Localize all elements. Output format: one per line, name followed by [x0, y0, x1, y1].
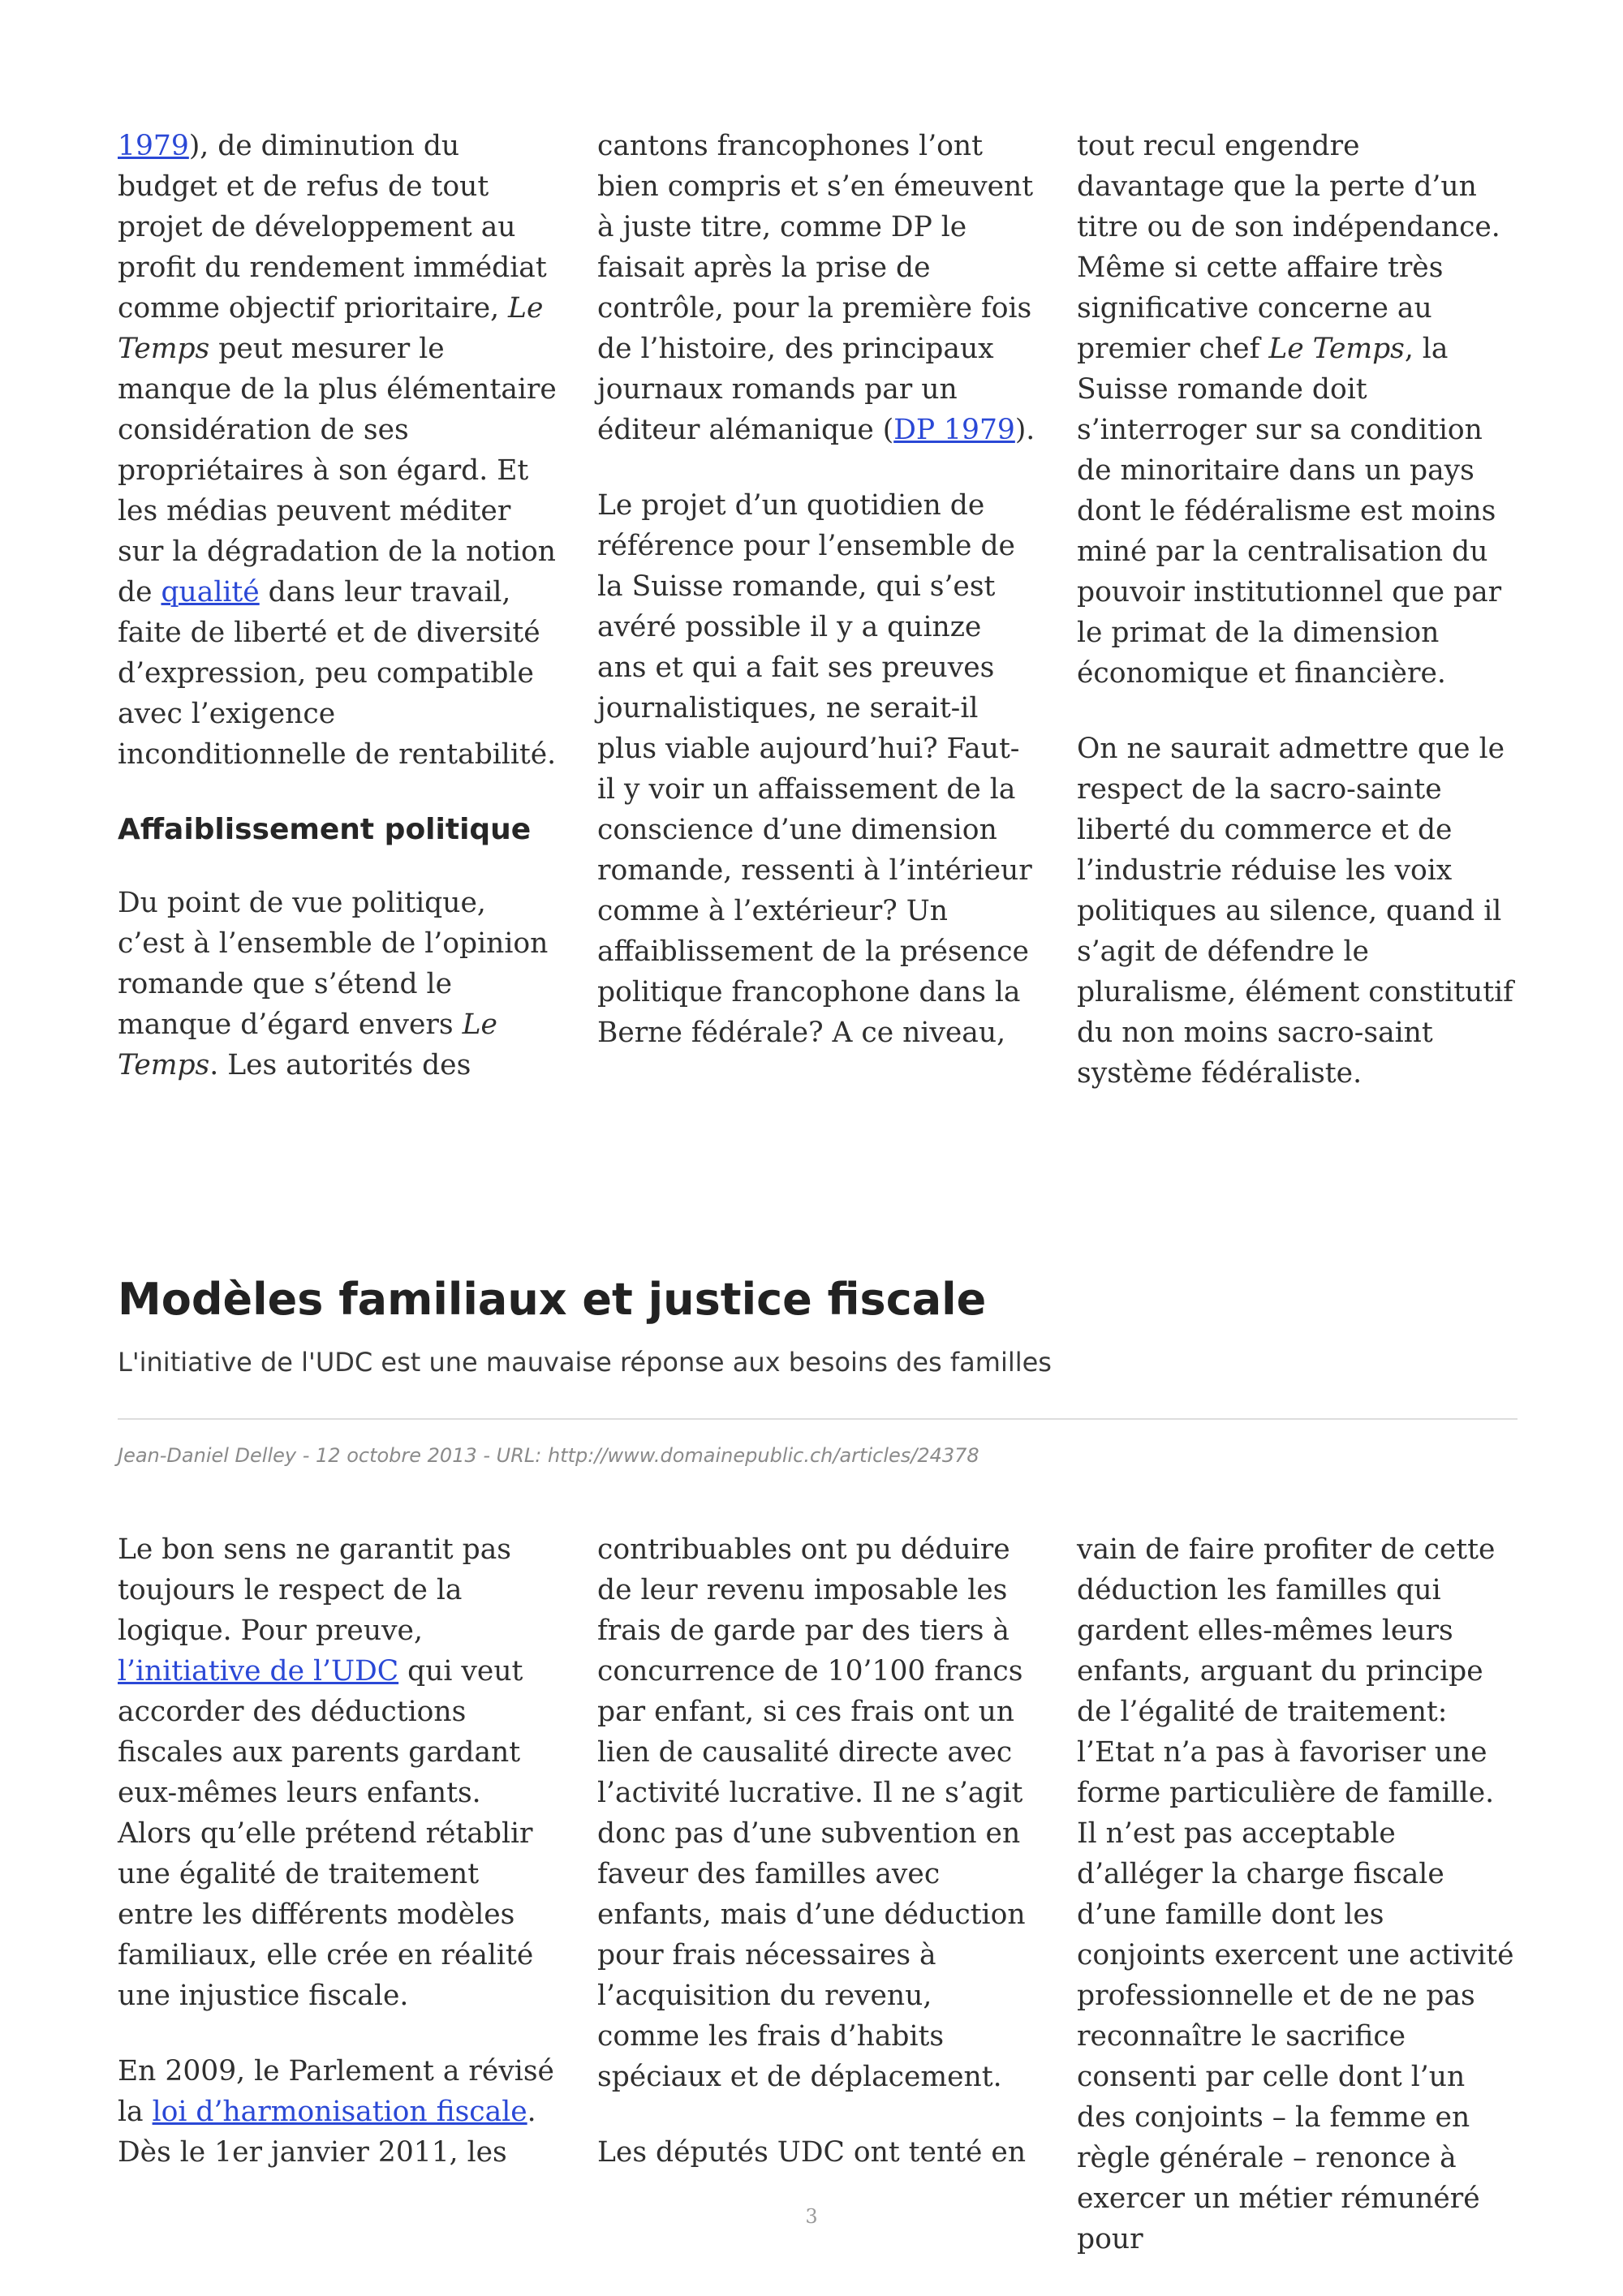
paragraph — [118, 883, 557, 1086]
previous-article-columns — [118, 126, 1518, 1094]
link-loi-harmonisation[interactable]: loi d’harmonisation fiscale — [152, 2096, 527, 2128]
link-qualite[interactable]: qualité — [161, 576, 260, 608]
section-heading: Affaiblissement politique — [118, 813, 532, 846]
link-dp-1979-second[interactable]: DP 1979 — [893, 414, 1015, 446]
article-subtitle: L'initiative de l'UDC est une mauvaise réponse aux besoins des familles — [118, 1347, 1052, 1378]
text-run: . Les autorités des — [209, 1049, 471, 1081]
paragraph — [597, 126, 1036, 450]
divider — [118, 1418, 1518, 1420]
paragraph: vain de faire profiter de cette déduction les familles qui gardent elles-mêmes leurs enfants, arguant du principe de l’égalité de traitement: l’Etat n’a pas à favoriser une forme particulière de famille. Il n’est pas acceptable d’alléger la charge fiscale d’une famille dont les conjoints exercent une activité professionnelle et de ne pas reconnaître le sacrifice consenti par celle dont l’un des conjoints – la femme en règle générale – renonce à exercer un métier rémunéré pour — [1077, 1533, 1514, 2255]
article-title: Modèles familiaux et justice fiscale — [118, 1274, 987, 1325]
paragraph: On ne saurait admettre que le respect de la sacro-sainte liberté du commerce et de l’industrie réduise les voix politiques au silence, quand il s’agit de défendre le pluralisme, élément constitutif du non moins sacro-saint système fédéraliste. — [1077, 733, 1513, 1090]
text-run: Même si cette affaire très significative concerne au premier chef — [1077, 252, 1444, 365]
paragraph — [1077, 247, 1516, 694]
paragraph: tout recul engendre davantage que la perte d’un titre ou de son indépendance. — [1077, 130, 1500, 243]
text-run: peut mesurer le manque de la plus élémentaire considération de ses propriétaires à son égard. Et les médias peuvent méditer sur la dégradation de la notion de — [118, 333, 557, 608]
column-2 — [597, 126, 1036, 1094]
text-run: En 2009, le Parlement a révisé la — [118, 2055, 554, 2128]
paragraph — [118, 2051, 557, 2173]
publication-name: Le Temps — [1268, 333, 1405, 365]
column-1 — [118, 1529, 557, 2259]
article-columns — [118, 1529, 1518, 2259]
column-3 — [1077, 126, 1516, 1094]
publication-name: Le Temps — [118, 292, 544, 365]
paragraph — [118, 1529, 557, 2016]
column-3 — [1077, 1529, 1516, 2259]
article-byline: Jean-Daniel Delley - 12 octobre 2013 - URL: http://www.domainepublic.ch/articles/24378 — [118, 1444, 979, 1467]
text-run: , la Suisse romande doit s’interroger sur sa condition de minoritaire dans un pays dont le fédéralisme est moins miné par la centralisation du pouvoir institutionnel que par le primat de la dimension économique et financière. — [1077, 333, 1502, 690]
paragraph: Les députés UDC ont tenté en — [597, 2136, 1027, 2169]
column-1 — [118, 126, 557, 1094]
text-run: Le bon sens ne garantit pas toujours le respect de la logique. Pour preuve, — [118, 1533, 511, 1647]
text-run: . Dès le 1er janvier 2011, les — [118, 2096, 536, 2169]
paragraph: Le projet d’un quotidien de référence pour l’ensemble de la Suisse romande, qui s’est avéré possible il y a quinze ans et qui a fait ses preuves journalistiques, ne serait-il plus viable aujourd’hui? Faut-il y voir un affaissement de la conscience d’une dimension romande, ressenti à l’intérieur comme à l’extérieur? Un affaiblissement de la présence politique francophone dans la Berne fédérale? A ce niveau, — [597, 489, 1032, 1049]
page-number: 3 — [805, 2205, 818, 2228]
text-run: Du point de vue politique, c’est à l’ensemble de l’opinion romande que s’étend le manque d’égard envers — [118, 887, 549, 1041]
text-run: dans leur travail, faite de liberté et de diversité d’expression, peu compatible avec l’exigence inconditionnelle de rentabilité. — [118, 576, 557, 771]
publication-name: Le Temps — [118, 1008, 497, 1081]
link-dp-1979[interactable]: 1979 — [118, 130, 189, 162]
text-run: qui veut accorder des déductions fiscales aux parents gardant eux-mêmes leurs enfants. Alors qu’elle prétend rétablir une égalité de traitement entre les différents modèles familiaux, elle crée en réalité une injustice fiscale. — [118, 1655, 534, 2012]
paragraph — [118, 126, 557, 775]
text-run: cantons francophones l’ont bien compris et s’en émeuvent à juste titre, comme DP le faisait après la prise de contrôle, pour la première fois de l’histoire, des principaux journaux romands par un éditeur alémanique ( — [597, 130, 1034, 446]
link-initiative-udc[interactable]: l’initiative de l’UDC — [118, 1655, 399, 1688]
text-run: ), de diminution du budget et de refus de tout projet de développement au profit du rendement immédiat comme objectif prioritaire, — [118, 130, 547, 325]
text-run: ). — [1014, 414, 1035, 446]
paragraph: contribuables ont pu déduire de leur revenu imposable les frais de garde par des tiers à concurrence de 10’100 francs par enfant, si ces frais ont un lien de causalité directe avec l’activité lucrative. Il ne s’agit donc pas d’une subvention en faveur des familles avec enfants, mais d’une déduction pour frais nécessaires à l’acquisition du revenu, comme les frais d’habits spéciaux et de déplacement. — [597, 1533, 1026, 2093]
column-2 — [597, 1529, 1036, 2259]
